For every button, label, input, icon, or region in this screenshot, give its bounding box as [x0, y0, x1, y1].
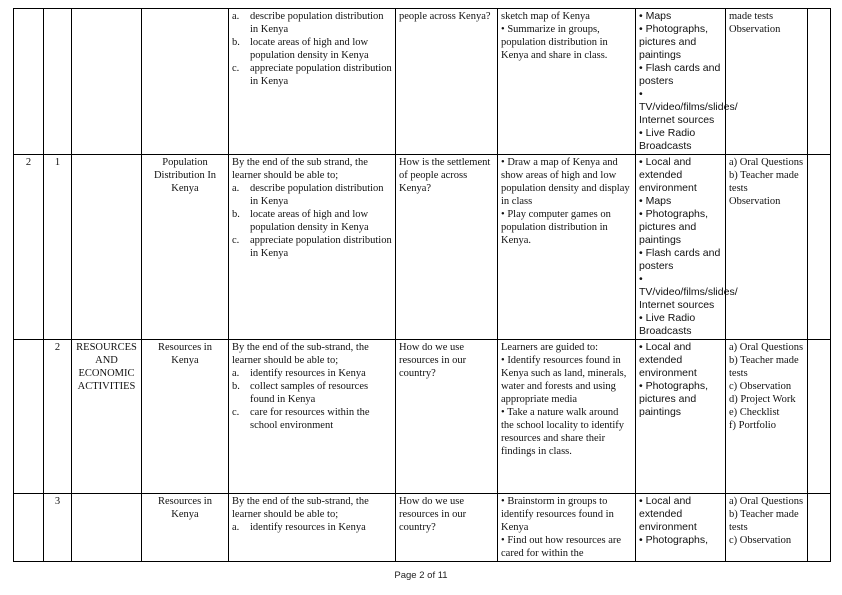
resource-item: • Live Radio Broadcasts [639, 312, 722, 338]
learning-outcomes-cell [229, 340, 396, 494]
strand-cell [72, 155, 142, 340]
resources-cell [636, 9, 738, 155]
key-inquiry-cell: How do we use resources in our country? [396, 340, 498, 494]
resource-item: • Local and extended environment [639, 156, 722, 195]
experience-bullet: • Play computer games on population distribution in Kenya. [501, 208, 632, 247]
learning-experiences-cell [498, 155, 636, 340]
resource-item: • Local and extended environment [639, 341, 722, 380]
resource-item: • Live Radio Broadcasts [639, 127, 722, 153]
outcomes-intro: By the end of the sub strand, the learner should be able to; [232, 157, 368, 181]
lesson-cell [44, 9, 72, 155]
list-item: b. locate areas of high and low population density in Kenya [232, 37, 369, 61]
list-item: a. identify resources in Kenya [232, 522, 366, 533]
key-inquiry-cell: How do we use resources in our country? [396, 494, 498, 562]
experience-bullet: • Draw a map of Kenya and show areas of high and low population density and display in class [501, 156, 632, 208]
resource-item: • Flash cards and posters [639, 62, 722, 88]
resource-item: • Maps [639, 10, 722, 23]
week-cell [14, 340, 44, 494]
outcomes-list [232, 367, 392, 432]
resource-item: • TV/video/films/slides/ Internet sources [639, 88, 722, 127]
lesson-cell: 2 [44, 340, 72, 494]
table-row [14, 340, 831, 494]
learning-experiences-cell [498, 494, 636, 562]
outcomes-intro: By the end of the sub-strand, the learner should be able to; [232, 496, 369, 520]
table-row [14, 494, 831, 562]
lesson-cell: 1 [44, 155, 72, 340]
experience-bullet: • Identify resources found in Kenya such as land, minerals, water and forests and using appropriate media [501, 354, 632, 406]
key-inquiry-cell: people across Kenya? [396, 9, 498, 155]
resource-item: • TV/video/films/slides/ Internet sources [639, 273, 722, 312]
resource-item: • Local and extended environment [639, 495, 722, 534]
list-item: c. appreciate population distribution in Kenya [232, 63, 392, 87]
learning-outcomes-cell [229, 155, 396, 340]
key-inquiry-cell: How is the settlement of people across Kenya? [396, 155, 498, 340]
experience-bullet: • Take a nature walk around the school locality to identify resources and share their findings in class. [501, 406, 632, 458]
strand-cell [72, 9, 142, 155]
list-item: a. describe population distribution in Kenya [232, 11, 384, 35]
scheme-of-work-table [13, 8, 831, 562]
strand-cell [72, 494, 142, 562]
outcomes-list [232, 182, 392, 260]
resources-cell [636, 494, 726, 562]
resource-item: • Photographs, pictures and paintings [639, 23, 722, 62]
resource-item: • Photographs, pictures and paintings [639, 380, 722, 419]
sub-strand-cell: Resources in Kenya [142, 340, 229, 494]
assessment-cell: made tests Observation [726, 9, 808, 155]
week-cell: 2 [14, 155, 44, 340]
experience-bullet: • Brainstorm in groups to identify resources found in Kenya [501, 495, 632, 534]
outcomes-list [232, 521, 392, 534]
outcomes-list [232, 10, 392, 88]
sub-strand-cell: Resources in Kenya [142, 494, 229, 562]
reflection-cell [808, 340, 831, 494]
outcomes-intro: By the end of the sub-strand, the learner should be able to; [232, 342, 369, 366]
list-item: b. locate areas of high and low population density in Kenya [232, 209, 369, 233]
learning-outcomes-cell [229, 494, 396, 562]
list-item: a. identify resources in Kenya [232, 368, 366, 379]
page-number: Page 2 of 11 [394, 570, 448, 581]
week-cell [14, 494, 44, 562]
learning-experiences-cell [498, 340, 636, 494]
resources-cell [636, 340, 726, 494]
learning-experiences-cell [498, 9, 636, 155]
sub-strand-cell: Population Distribution In Kenya [142, 155, 229, 340]
reflection-cell [808, 155, 831, 340]
table-row [14, 9, 831, 155]
list-item: c. appreciate population distribution in Kenya [232, 235, 392, 259]
table-row [14, 155, 831, 340]
experiences-intro: sketch map of Kenya [501, 11, 590, 22]
experience-bullet: • Summarize in groups, population distribution in Kenya and share in class. [501, 23, 632, 62]
experience-bullet: • Find out how resources are cared for within the [501, 534, 632, 560]
reflection-cell [808, 9, 831, 155]
list-item: b. collect samples of resources found in Kenya [232, 381, 369, 405]
learning-outcomes-cell [229, 9, 396, 155]
week-cell [14, 9, 44, 155]
strand-cell: RESOURCES AND ECONOMIC ACTIVITIES [72, 340, 142, 494]
reflection-cell [808, 494, 831, 562]
sub-strand-cell [142, 9, 229, 155]
resource-item: • Photographs, pictures and paintings [639, 208, 722, 247]
assessment-cell: a) Oral Questions b) Teacher made tests Observation [726, 155, 808, 340]
lesson-cell: 3 [44, 494, 72, 562]
resources-cell [636, 155, 738, 340]
list-item: a. describe population distribution in Kenya [232, 183, 384, 207]
experiences-intro: Learners are guided to: [501, 342, 599, 353]
assessment-cell: a) Oral Questions b) Teacher made tests c) Observation d) Project Work e) Checklist f) Portfolio [726, 340, 808, 494]
assessment-cell: a) Oral Questions b) Teacher made tests c) Observation [726, 494, 808, 562]
resource-item: • Flash cards and posters [639, 247, 722, 273]
resource-item: • Photographs, [639, 534, 722, 547]
list-item: c. care for resources within the school environment [232, 407, 370, 431]
resource-item: • Maps [639, 195, 722, 208]
